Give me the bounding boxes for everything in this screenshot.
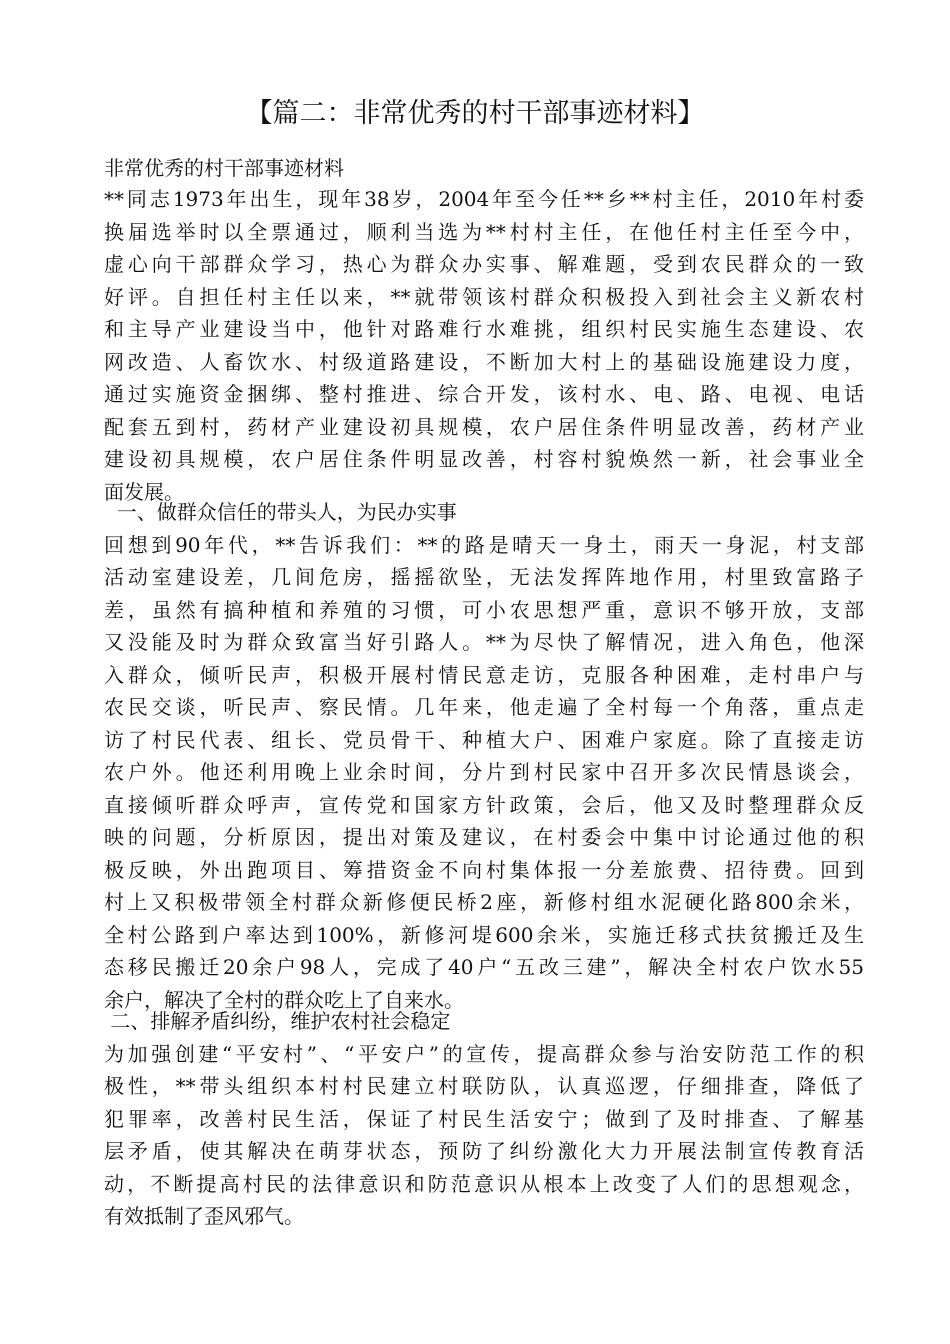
section-2-line: 动，不断提高村民的法律意识和防范意识从根本上改变了人们的思想观念， xyxy=(104,1171,864,1196)
intro-line: 虚心向干部群众学习，热心为群众办实事、解难题，受到农民群众的一致 xyxy=(104,252,864,276)
intro-line: 建设初具规模，农户居住条件明显改善，村容村貌焕然一新，社会事业全 xyxy=(104,447,864,471)
intro-line: 面发展。 xyxy=(104,479,184,504)
section-2 xyxy=(104,1005,864,1233)
section-1-line: 差，虽然有搞种植和养殖的习惯，可小农思想严重，意识不够开放，支部 xyxy=(104,597,864,622)
section-1-line: 直接倾听群众呼声，宣传党和国家方针政策，会后，他又及时整理群众反 xyxy=(104,792,864,817)
intro-line: 通过实施资金捆绑、整村推进、综合开发，该村水、电、路、电视、电话 xyxy=(104,382,864,406)
intro-line: 换届选举时以全票通过，顺利当选为**村村主任，在他任村主任至今中， xyxy=(104,219,864,244)
intro-line: 配套五到村，药材产业建设初具规模，农户居住条件明显改善，药材产业 xyxy=(104,414,864,439)
intro-line: 和主导产业建设当中，他针对路难行水难挑，组织村民实施生态建设、农 xyxy=(104,317,864,341)
section-1 xyxy=(104,496,864,1016)
section-1-line: 回想到90年代，**告诉我们：**的路是晴天一身土，雨天一身泥，村支部 xyxy=(104,532,864,557)
intro-line: 网改造、人畜饮水、村级道路建设，不断加大村上的基础设施建设力度， xyxy=(104,349,864,374)
section-1-heading: 一、做群众信任的带头人，为民办实事 xyxy=(104,500,457,524)
section-2-line: 层矛盾，使其解决在萌芽状态，预防了纠纷激化大力开展法制宣传教育活 xyxy=(104,1139,864,1163)
intro-line: 好评。自担任村主任以来，**就带领该村群众积极投入到社会主义新农村 xyxy=(104,284,864,309)
section-1-line: 映的问题，分析原因，提出对策及建议，在村委会中集中讨论通过他的积 xyxy=(104,825,864,849)
section-2-line: 有效抵制了歪风邪气。 xyxy=(104,1204,304,1228)
section-1-line: 极反映，外出跑项目、筹措资金不向村集体报一分差旅费、招待费。回到 xyxy=(104,857,864,882)
section-2-line: 犯罪率，改善村民生活，保证了村民生活安宁；做到了及时排查、了解基 xyxy=(104,1106,864,1131)
section-1-line: 态移民搬迁20余户98人，完成了40户“五改三建”，解决全村农户饮水55 xyxy=(104,955,864,979)
section-1-line: 村上又积极带领全村群众新修便民桥2座，新修村组水泥硬化路800余米， xyxy=(104,890,864,914)
document-subtitle: 非常优秀的村干部事迹材料 xyxy=(104,156,344,180)
section-2-heading: 二、排解矛盾纠纷，维护农村社会稳定 xyxy=(104,1009,451,1033)
section-1-line: 又没能及时为群众致富当好引路人。**为尽快了解情况，进入角色，他深 xyxy=(104,630,864,654)
document-title: 【篇二：非常优秀的村干部事迹材料】 xyxy=(245,98,705,129)
intro-paragraph xyxy=(104,183,864,508)
section-1-line: 余户，解决了全村的群众吃上了自来水。 xyxy=(104,987,464,1012)
section-2-line: 为加强创建“平安村”、“平安户”的宣传，提高群众参与治安防范工作的积 xyxy=(104,1041,864,1066)
section-1-line: 活动室建设差，几间危房，摇摇欲坠，无法发挥阵地作用，村里致富路子 xyxy=(104,565,864,589)
section-1-line: 入群众，倾听民声，积极开展村情民意走访，克服各种困难，走村串户与 xyxy=(104,662,864,687)
section-1-line: 全村公路到户率达到100%，新修河堤600余米，实施迁移式扶贫搬迁及生 xyxy=(104,922,864,947)
section-1-line: 农户外。他还利用晚上业余时间，分片到村民家中召开多次民情恳谈会， xyxy=(104,760,864,784)
intro-line: **同志1973年出生，现年38岁，2004年至今任**乡**村主任，2010年村委 xyxy=(104,187,864,211)
section-1-line: 农民交谈，听民声、察民情。几年来，他走遍了全村每一个角落，重点走 xyxy=(104,695,864,719)
section-2-line: 极性，**带头组织本村村民建立村联防队，认真巡逻，仔细排查，降低了 xyxy=(104,1074,864,1098)
section-1-line: 访了村民代表、组长、党员骨干、种植大户、困难户家庭。除了直接走访 xyxy=(104,727,864,752)
